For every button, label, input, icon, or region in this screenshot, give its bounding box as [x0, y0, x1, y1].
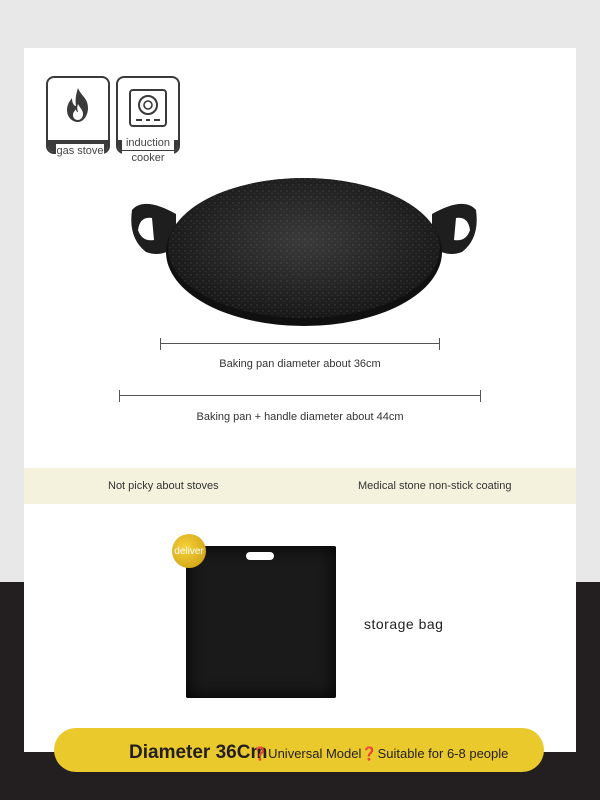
induction-cooker-label-line1: induction [122, 136, 174, 150]
storage-bag-image [186, 546, 336, 698]
gas-stove-label: gas stove [56, 145, 104, 157]
fire-icon [48, 78, 108, 138]
feature-band [24, 468, 576, 504]
baking-pan-image [124, 166, 484, 336]
pan-diameter-line [160, 343, 440, 344]
induction-cooker-label-line2: cooker [122, 151, 174, 165]
product-card [24, 48, 576, 752]
pan-handle-diameter-text: Baking pan + handle diameter about 44cm [196, 411, 404, 423]
induction-cooker-icon [118, 78, 178, 138]
feature-stoves: Not picky about stoves [108, 480, 219, 492]
gas-stove-badge [46, 76, 110, 154]
spec-banner [54, 728, 544, 772]
pan-handle-diameter-line [119, 395, 481, 396]
banner-diameter: Diameter 36Cm [129, 742, 268, 763]
storage-bag-label: storage bag [364, 616, 444, 632]
pan-diameter-text: Baking pan diameter about 36cm [219, 358, 381, 370]
banner-details: ❓Universal Model❓Suitable for 6-8 people [252, 746, 509, 761]
feature-coating: Medical stone non-stick coating [358, 480, 512, 492]
bag-handle [246, 552, 274, 560]
deliver-badge: deliver [172, 534, 206, 568]
